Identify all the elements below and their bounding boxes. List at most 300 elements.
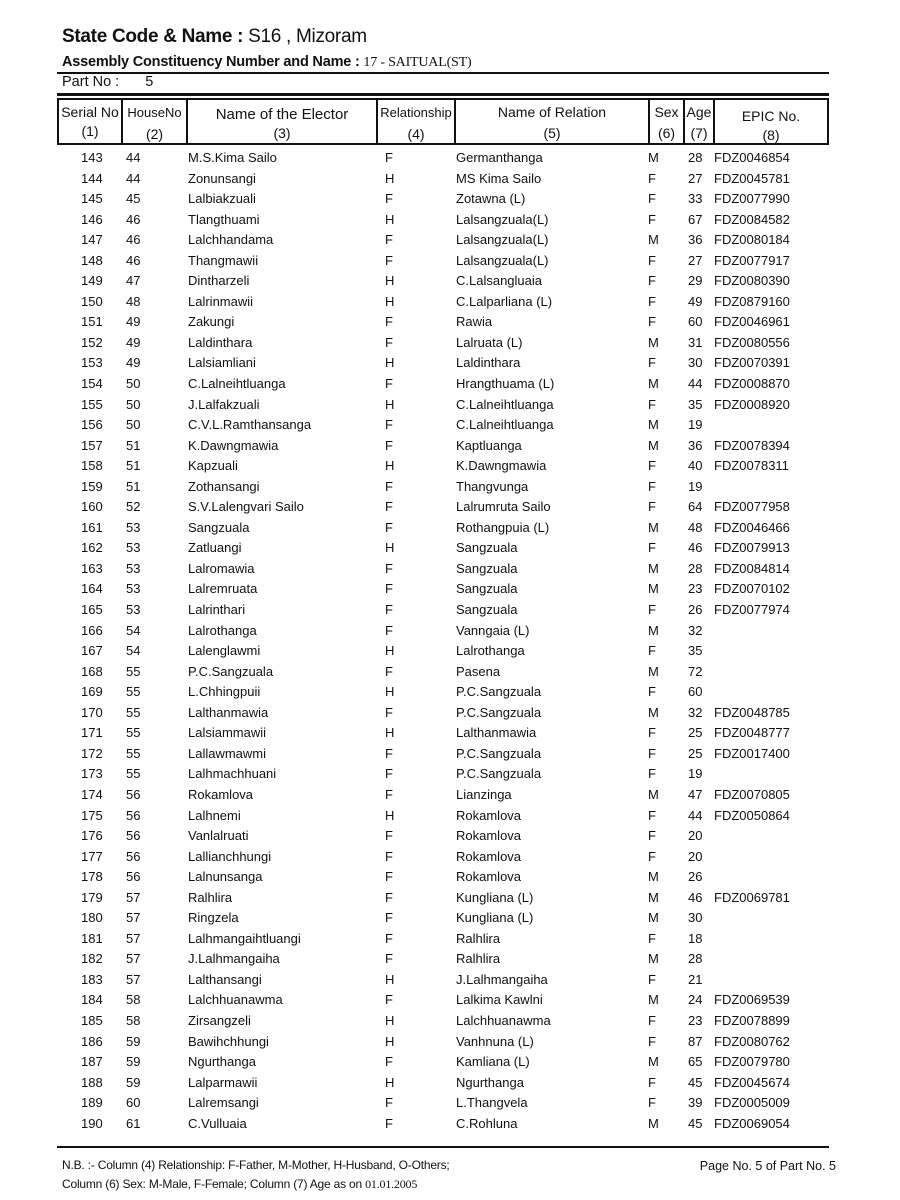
serial-no: 171	[81, 725, 103, 741]
serial-no: 155	[81, 396, 103, 412]
relationship: H	[385, 684, 395, 700]
table-row	[57, 579, 829, 600]
epic-no: FDZ0080390	[714, 273, 790, 289]
table-row	[57, 703, 829, 724]
relationship: F	[385, 786, 393, 802]
sex: M	[648, 560, 659, 576]
epic-no: FDZ0078394	[714, 437, 790, 453]
age: 60	[688, 684, 703, 700]
relation-name: Lalsangzuala(L)	[456, 232, 549, 248]
relationship: H	[385, 293, 395, 309]
age: 47	[688, 786, 703, 802]
elector-name: Lallawmawmi	[188, 745, 267, 761]
house-no: 52	[126, 499, 141, 515]
relationship: F	[385, 848, 393, 864]
table-row	[57, 1032, 829, 1053]
relation-name: C.Lalneihtluanga	[456, 417, 554, 433]
relationship: F	[385, 581, 393, 597]
relationship: H	[385, 273, 395, 289]
table-row	[57, 949, 829, 970]
serial-no: 182	[81, 951, 103, 967]
sex: M	[648, 622, 659, 638]
relation-name: P.C.Sangzuala	[456, 766, 542, 782]
elector-name: Lalrinthari	[188, 602, 246, 618]
sex: F	[648, 848, 656, 864]
serial-no: 144	[81, 170, 103, 186]
col-header-serial: Serial No (1)	[59, 100, 123, 143]
divider	[57, 1146, 829, 1148]
serial-no: 176	[81, 828, 103, 844]
serial-no: 178	[81, 869, 103, 885]
epic-no: FDZ0084582	[714, 211, 790, 227]
sex: M	[648, 992, 659, 1008]
house-no: 46	[126, 252, 141, 268]
serial-no: 188	[81, 1074, 103, 1090]
table-row	[57, 600, 829, 621]
serial-no: 164	[81, 581, 103, 597]
house-no: 57	[126, 930, 141, 946]
table-row	[57, 353, 829, 374]
part-number	[62, 74, 153, 90]
relationship: F	[385, 704, 393, 720]
relationship: F	[385, 869, 393, 885]
age: 49	[688, 293, 703, 309]
elector-name: Lalhmangaihtluangi	[188, 930, 301, 946]
age: 45	[688, 1115, 703, 1131]
age: 31	[688, 334, 703, 350]
age: 35	[688, 396, 703, 412]
elector-name: Sangzuala	[188, 519, 250, 535]
relationship: F	[385, 951, 393, 967]
house-no: 54	[126, 643, 141, 659]
age: 19	[688, 478, 703, 494]
sex: M	[648, 951, 659, 967]
age: 29	[688, 273, 703, 289]
table-row	[57, 251, 829, 272]
serial-no: 154	[81, 376, 103, 392]
sex: F	[648, 211, 656, 227]
house-no: 50	[126, 396, 141, 412]
relation-name: Sangzuala	[456, 581, 518, 597]
epic-no: FDZ0077958	[714, 499, 790, 515]
serial-no: 156	[81, 417, 103, 433]
house-no: 51	[126, 437, 141, 453]
relation-name: Vanhnuna (L)	[456, 1033, 534, 1049]
age: 25	[688, 745, 703, 761]
serial-no: 150	[81, 293, 103, 309]
relationship: H	[385, 725, 395, 741]
table-row	[57, 497, 829, 518]
serial-no: 187	[81, 1054, 103, 1070]
relationship: F	[385, 417, 393, 433]
serial-no: 169	[81, 684, 103, 700]
sex: M	[648, 889, 659, 905]
relationship: F	[385, 910, 393, 926]
relation-name: Thangvunga	[456, 478, 529, 494]
elector-name: Lalthanmawia	[188, 704, 269, 720]
part-value: 5	[145, 74, 154, 90]
serial-no: 160	[81, 499, 103, 515]
age: 20	[688, 848, 703, 864]
table-row	[57, 929, 829, 950]
sex: F	[648, 396, 656, 412]
table-row	[57, 477, 829, 498]
house-no: 55	[126, 684, 141, 700]
state-label: State Code & Name	[62, 26, 233, 47]
sex: F	[648, 458, 656, 474]
sex: F	[648, 478, 656, 494]
elector-name: Lalnunsanga	[188, 869, 263, 885]
sex: F	[648, 684, 656, 700]
sex: F	[648, 766, 656, 782]
sex: F	[648, 1074, 656, 1090]
elector-name: Ralhlira	[188, 889, 233, 905]
relationship: H	[385, 1012, 395, 1028]
serial-no: 168	[81, 663, 103, 679]
house-no: 50	[126, 417, 141, 433]
epic-no: FDZ0008920	[714, 396, 790, 412]
col-header-house: HouseNo (2)	[123, 100, 188, 143]
sex: M	[648, 232, 659, 248]
relationship: F	[385, 191, 393, 207]
table-row	[57, 785, 829, 806]
serial-no: 161	[81, 519, 103, 535]
table-row	[57, 456, 829, 477]
table-row	[57, 1093, 829, 1114]
age: 32	[688, 704, 703, 720]
house-no: 55	[126, 725, 141, 741]
table-row	[57, 374, 829, 395]
age: 30	[688, 355, 703, 371]
serial-no: 152	[81, 334, 103, 350]
serial-no: 189	[81, 1095, 103, 1111]
house-no: 56	[126, 807, 141, 823]
relation-name: Laldinthara	[456, 355, 521, 371]
relationship: H	[385, 211, 395, 227]
table-row	[57, 908, 829, 929]
col-header-relationship: Relationship (4)	[378, 100, 456, 143]
sex: F	[648, 273, 656, 289]
epic-no: FDZ0046854	[714, 150, 790, 165]
serial-no: 153	[81, 355, 103, 371]
sex: F	[648, 252, 656, 268]
sex: M	[648, 150, 659, 165]
relationship: H	[385, 807, 395, 823]
relation-name: Sangzuala	[456, 602, 518, 618]
house-no: 55	[126, 745, 141, 761]
table-row	[57, 518, 829, 539]
relationship: F	[385, 560, 393, 576]
elector-name: Lalparmawii	[188, 1074, 258, 1090]
table-row	[57, 559, 829, 580]
age: 87	[688, 1033, 703, 1049]
serial-no: 147	[81, 232, 103, 248]
col-header-relation-name: Name of Relation (5)	[456, 100, 650, 143]
relation-name: Sangzuala	[456, 540, 518, 556]
part-label: Part No :	[62, 74, 120, 90]
house-no: 48	[126, 293, 141, 309]
house-no: 49	[126, 334, 141, 350]
table-row	[57, 189, 829, 210]
relation-name: Lalchhuanawma	[456, 1012, 551, 1028]
sex: M	[648, 519, 659, 535]
divider	[57, 72, 829, 74]
relation-name: Lianzinga	[456, 786, 512, 802]
elector-name: K.Dawngmawia	[188, 437, 279, 453]
sex: F	[648, 807, 656, 823]
elector-name: Lalrothanga	[188, 622, 257, 638]
relationship: F	[385, 930, 393, 946]
relation-name: Kungliana (L)	[456, 910, 534, 926]
table-row	[57, 888, 829, 909]
relationship: H	[385, 396, 395, 412]
elector-name: Zonunsangi	[188, 170, 256, 186]
relation-name: Lalsangzuala(L)	[456, 211, 549, 227]
serial-no: 183	[81, 971, 103, 987]
elector-name: C.Lalneihtluanga	[188, 376, 286, 392]
serial-no: 186	[81, 1033, 103, 1049]
relationship: F	[385, 376, 393, 392]
relation-name: Rokamlova	[456, 828, 522, 844]
table-row	[57, 806, 829, 827]
serial-no: 190	[81, 1115, 103, 1131]
age: 27	[688, 170, 703, 186]
age: 23	[688, 581, 703, 597]
elector-name: Lalsiammawii	[188, 725, 267, 741]
age: 26	[688, 869, 703, 885]
house-no: 50	[126, 376, 141, 392]
elector-name: Lalhmachhuani	[188, 766, 277, 782]
col-header-epic: EPIC No. (8)	[741, 108, 801, 143]
elector-name: Thangmawii	[188, 252, 259, 268]
age: 60	[688, 314, 703, 330]
relationship: H	[385, 540, 395, 556]
table-row	[57, 1052, 829, 1073]
sex: F	[648, 1095, 656, 1111]
sex: M	[648, 581, 659, 597]
house-no: 59	[126, 1074, 141, 1090]
age: 25	[688, 725, 703, 741]
house-no: 51	[126, 458, 141, 474]
sex: F	[648, 971, 656, 987]
relation-name: Sangzuala	[456, 560, 518, 576]
epic-no: FDZ0005009	[714, 1095, 790, 1111]
age: 67	[688, 211, 703, 227]
sex: F	[648, 930, 656, 946]
table-row	[57, 847, 829, 868]
relation-name: Lalruata (L)	[456, 334, 523, 350]
serial-no: 166	[81, 622, 103, 638]
sex: M	[648, 663, 659, 679]
relation-name: Rothangpuia (L)	[456, 519, 550, 535]
age: 28	[688, 150, 703, 165]
house-no: 56	[126, 828, 141, 844]
age: 46	[688, 889, 703, 905]
epic-no: FDZ0070805	[714, 786, 790, 802]
epic-no: FDZ0048785	[714, 704, 790, 720]
house-no: 56	[126, 869, 141, 885]
age: 30	[688, 910, 703, 926]
relationship: F	[385, 150, 393, 165]
age: 72	[688, 663, 703, 679]
house-no: 46	[126, 232, 141, 248]
relationship: H	[385, 971, 395, 987]
epic-no: FDZ0077917	[714, 252, 790, 268]
house-no: 59	[126, 1033, 141, 1049]
serial-no: 184	[81, 992, 103, 1008]
table-row	[57, 744, 829, 765]
table-row	[57, 395, 829, 416]
elector-name: Zirsangzeli	[188, 1012, 251, 1028]
age: 40	[688, 458, 703, 474]
relationship: F	[385, 745, 393, 761]
elector-name: Lalrinmawii	[188, 293, 254, 309]
divider	[57, 93, 829, 96]
table-row	[57, 169, 829, 190]
table-row	[57, 333, 829, 354]
serial-no: 146	[81, 211, 103, 227]
elector-name: Lalchhandama	[188, 232, 274, 248]
serial-no: 181	[81, 930, 103, 946]
age: 19	[688, 766, 703, 782]
relationship: F	[385, 766, 393, 782]
table-row	[57, 230, 829, 251]
house-no: 59	[126, 1054, 141, 1070]
relationship: H	[385, 643, 395, 659]
house-no: 57	[126, 889, 141, 905]
relation-name: Zotawna (L)	[456, 191, 526, 207]
relation-name: Lalrumruta Sailo	[456, 499, 551, 515]
serial-no: 148	[81, 252, 103, 268]
sex: M	[648, 786, 659, 802]
ac-value: 17 - SAITUAL(ST)	[363, 55, 472, 70]
age: 28	[688, 560, 703, 576]
house-no: 53	[126, 602, 141, 618]
elector-name: Lalremruata	[188, 581, 258, 597]
elector-name: C.Vulluaia	[188, 1115, 247, 1131]
elector-name: Lalremsangi	[188, 1095, 259, 1111]
epic-no: FDZ0069781	[714, 889, 790, 905]
sex: F	[648, 1033, 656, 1049]
ac-label: Assembly Constituency Number and Name :	[62, 54, 360, 70]
relation-name: Pasena	[456, 663, 501, 679]
sex: F	[648, 355, 656, 371]
relationship: F	[385, 1095, 393, 1111]
relationship: F	[385, 334, 393, 350]
epic-no: FDZ0879160	[714, 293, 790, 309]
serial-no: 170	[81, 704, 103, 720]
age: 48	[688, 519, 703, 535]
serial-no: 162	[81, 540, 103, 556]
elector-name: S.V.Lalengvari Sailo	[188, 499, 304, 515]
epic-no: FDZ0046466	[714, 519, 790, 535]
relation-name: Lalkima Kawlni	[456, 992, 543, 1008]
age: 44	[688, 376, 703, 392]
table-row	[57, 312, 829, 333]
table-row	[57, 723, 829, 744]
relation-name: Lalsangzuala(L)	[456, 252, 549, 268]
epic-no: FDZ0080762	[714, 1033, 790, 1049]
sex: M	[648, 334, 659, 350]
serial-no: 151	[81, 314, 103, 330]
relation-name: C.Lalsangluaia	[456, 273, 543, 289]
elector-name: Tlangthuami	[188, 211, 260, 227]
age: 32	[688, 622, 703, 638]
serial-no: 185	[81, 1012, 103, 1028]
age: 36	[688, 437, 703, 453]
serial-no: 173	[81, 766, 103, 782]
elector-name: Lalhnemi	[188, 807, 241, 823]
elector-name: Kapzuali	[188, 458, 238, 474]
sex: F	[648, 745, 656, 761]
relation-name: L.Thangvela	[456, 1095, 528, 1111]
relation-name: Rawia	[456, 314, 493, 330]
elector-name: Lalbiakzuali	[188, 191, 256, 207]
house-no: 53	[126, 560, 141, 576]
age: 65	[688, 1054, 703, 1070]
epic-no: FDZ0070102	[714, 581, 790, 597]
age: 46	[688, 540, 703, 556]
table-row	[57, 210, 829, 231]
sex: F	[648, 293, 656, 309]
elector-name: Lalsiamliani	[188, 355, 256, 371]
relation-name: C.Lalparliana (L)	[456, 293, 553, 309]
relation-name: P.C.Sangzuala	[456, 745, 542, 761]
elector-name: Zakungi	[188, 314, 235, 330]
epic-no: FDZ0050864	[714, 807, 790, 823]
relation-name: Rokamlova	[456, 848, 522, 864]
relation-name: Kaptluanga	[456, 437, 522, 453]
relation-name: Rokamlova	[456, 807, 522, 823]
serial-no: 172	[81, 745, 103, 761]
relation-name: MS Kima Sailo	[456, 170, 542, 186]
serial-no: 175	[81, 807, 103, 823]
epic-no: FDZ0045674	[714, 1074, 790, 1090]
sex: F	[648, 725, 656, 741]
sex: F	[648, 170, 656, 186]
relationship: F	[385, 314, 393, 330]
epic-no: FDZ0048777	[714, 725, 790, 741]
epic-no: FDZ0078899	[714, 1012, 790, 1028]
elector-name: Vanlalruati	[188, 828, 249, 844]
relationship: F	[385, 478, 393, 494]
sex: F	[648, 1012, 656, 1028]
age: 24	[688, 992, 703, 1008]
serial-no: 167	[81, 643, 103, 659]
relation-name: Kungliana (L)	[456, 889, 534, 905]
table-row	[57, 538, 829, 559]
epic-no: FDZ0077974	[714, 602, 790, 618]
col-header-age: Age (7)	[685, 100, 715, 143]
house-no: 58	[126, 992, 141, 1008]
house-no: 56	[126, 786, 141, 802]
relation-name: Hrangthuama (L)	[456, 376, 555, 392]
elector-name: Zatluangi	[188, 540, 242, 556]
serial-no: 174	[81, 786, 103, 802]
relationship: F	[385, 663, 393, 679]
table-row	[57, 867, 829, 888]
sex: M	[648, 869, 659, 885]
serial-no: 143	[81, 150, 103, 165]
sex: F	[648, 314, 656, 330]
epic-no: FDZ0079780	[714, 1054, 790, 1070]
relation-name: J.Lalhmangaiha	[456, 971, 548, 987]
age: 19	[688, 417, 703, 433]
epic-no: FDZ0070391	[714, 355, 790, 371]
elector-name: M.S.Kima Sailo	[188, 150, 277, 165]
relation-name: Ralhlira	[456, 930, 501, 946]
relationship: F	[385, 519, 393, 535]
